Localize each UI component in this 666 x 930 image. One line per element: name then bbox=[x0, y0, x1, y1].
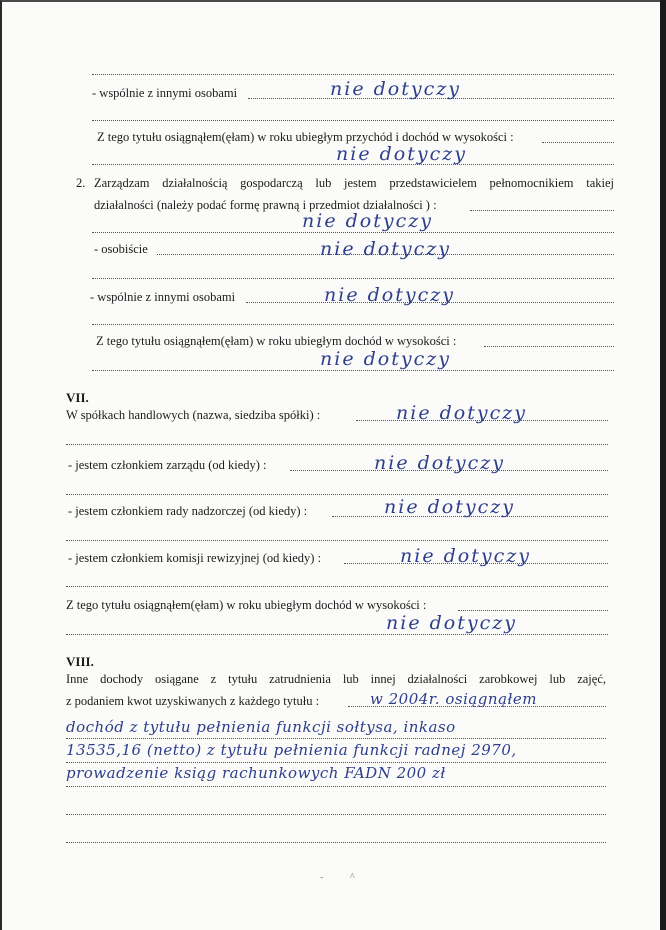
viii-hw-line3: 13535,16 (netto) z tytułu pełnienia funkcji radnej 2970, bbox=[66, 741, 517, 759]
section-vii-heading: VII. bbox=[66, 390, 89, 405]
dotted-line bbox=[66, 762, 606, 763]
dotted-line bbox=[66, 786, 606, 787]
dotted-line bbox=[66, 738, 606, 739]
item2-value: nie dotyczy bbox=[302, 210, 433, 232]
dotted-line bbox=[66, 494, 608, 495]
personally-label: - osobiście bbox=[94, 242, 148, 256]
supervisory-label: - jestem członkiem rady nadzorczej (od kiedy) : bbox=[68, 504, 308, 518]
jointly2-value: nie dotyczy bbox=[324, 284, 455, 306]
dotted-line bbox=[92, 324, 614, 325]
income-value: nie dotyczy bbox=[336, 143, 467, 165]
dotted-line bbox=[92, 278, 614, 279]
viii-hw-line4: prowadzenie ksiąg rachunkowych FADN 200 zł bbox=[66, 764, 446, 782]
page-mark: ˜ bbox=[320, 876, 324, 887]
item2-number: 2. bbox=[76, 176, 86, 190]
companies-label: W spółkach handlowych (nazwa, siedziba spółki) : bbox=[66, 408, 321, 422]
dotted-line bbox=[458, 610, 608, 611]
vii-income-value: nie dotyczy bbox=[386, 612, 517, 634]
viii-line1: Inne dochody osiągane z tytułu zatrudnienia lub innej działalności zarobkowej lub zajęć, bbox=[66, 672, 606, 686]
viii-hw-line1: w 2004r. osiągnąłem bbox=[370, 690, 537, 708]
companies-value: nie dotyczy bbox=[396, 402, 527, 424]
jointly2-label: - wspólnie z innymi osobami bbox=[90, 290, 236, 304]
audit-label: - jestem członkiem komisji rewizyjnej (od kiedy) : bbox=[68, 551, 322, 565]
income2-value: nie dotyczy bbox=[320, 348, 451, 370]
income2-label: Z tego tytułu osiągnąłem(ęłam) w roku ubiegłym dochód w wysokości : bbox=[96, 334, 457, 348]
dotted-line bbox=[470, 210, 614, 211]
dotted-line bbox=[66, 586, 608, 587]
dotted-line bbox=[66, 444, 608, 445]
dotted-line bbox=[66, 842, 606, 843]
section-viii-heading: VIII. bbox=[66, 654, 94, 669]
dotted-line bbox=[66, 540, 608, 541]
scan-edge bbox=[660, 0, 666, 930]
viii-hw-line2: dochód z tytułu pełnienia funkcji sołtysa, inkaso bbox=[66, 718, 456, 736]
vii-income-label: Z tego tytułu osiągnąłem(ęłam) w roku ubiegłym dochód w wysokości : bbox=[66, 598, 427, 612]
dotted-line bbox=[66, 814, 606, 815]
dotted-line bbox=[92, 232, 614, 233]
dotted-line bbox=[92, 370, 614, 371]
jointly-label: - wspólnie z innymi osobami bbox=[92, 86, 238, 100]
board-label: - jestem członkiem zarządu (od kiedy) : bbox=[68, 458, 267, 472]
viii-line2: z podaniem kwot uzyskiwanych z każdego tytułu : bbox=[66, 694, 320, 708]
dotted-line bbox=[542, 142, 614, 143]
item2-line1: Zarządzam działalnością gospodarczą lub jestem przedstawicielem pełnomocnikiem takiej bbox=[94, 176, 614, 190]
dotted-line bbox=[484, 346, 614, 347]
audit-value: nie dotyczy bbox=[400, 545, 531, 567]
item2-line2: działalności (należy podać formę prawną i przedmiot działalności ) : bbox=[94, 198, 437, 212]
income-label: Z tego tytułu osiągnąłem(ęłam) w roku ubiegłym przychód i dochód w wysokości : bbox=[97, 130, 514, 144]
dotted-line bbox=[92, 74, 614, 75]
dotted-line bbox=[92, 120, 614, 121]
supervisory-value: nie dotyczy bbox=[384, 496, 515, 518]
page-mark: ^ bbox=[350, 872, 355, 883]
jointly-value: nie dotyczy bbox=[330, 78, 461, 100]
dotted-line bbox=[66, 634, 608, 635]
personally-value: nie dotyczy bbox=[320, 238, 451, 260]
board-value: nie dotyczy bbox=[374, 452, 505, 474]
